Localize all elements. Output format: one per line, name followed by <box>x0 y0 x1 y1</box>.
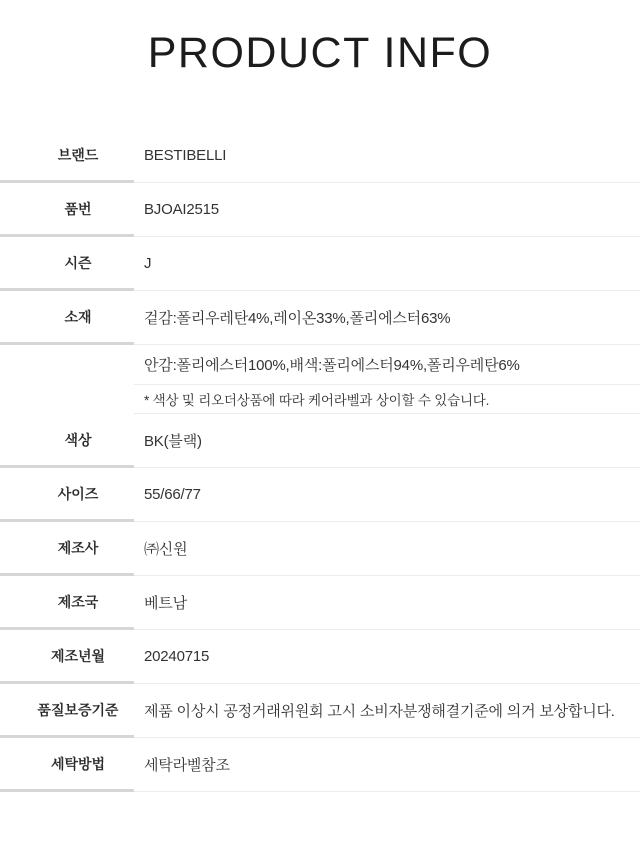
table-row <box>0 522 640 576</box>
row-label-spacer <box>0 385 134 414</box>
table-row <box>0 291 640 345</box>
page-title: PRODUCT INFO <box>147 29 493 77</box>
row-value: 안감:폴리에스터100%,배색:폴리에스터94%,폴리우레탄6% <box>134 345 640 385</box>
row-label: 제조사 <box>0 522 134 576</box>
product-info-table <box>0 129 640 792</box>
table-row <box>0 414 640 468</box>
table-row <box>0 385 640 414</box>
product-info-page <box>0 30 640 849</box>
row-label: 품질보증기준 <box>0 684 134 738</box>
table-row <box>0 129 640 183</box>
row-value: BESTIBELLI <box>134 129 640 183</box>
row-value: BK(블랙) <box>134 414 640 468</box>
row-label-spacer <box>0 345 134 385</box>
row-value: 겉감:폴리우레탄4%,레이온33%,폴리에스터63% <box>134 291 640 345</box>
table-row <box>0 237 640 291</box>
table-row <box>0 576 640 630</box>
table-row <box>0 630 640 684</box>
table-row <box>0 738 640 792</box>
row-value: J <box>134 237 640 291</box>
table-row <box>0 684 640 738</box>
table-row <box>0 345 640 385</box>
row-value: 베트남 <box>134 576 640 630</box>
table-row <box>0 183 640 237</box>
row-value: 20240715 <box>134 630 640 684</box>
row-label: 시즌 <box>0 237 134 291</box>
row-label: 제조국 <box>0 576 134 630</box>
row-value-note: * 색상 및 리오더상품에 따라 케어라벨과 상이할 수 있습니다. <box>134 385 640 414</box>
row-value: 55/66/77 <box>134 468 640 522</box>
row-label: 사이즈 <box>0 468 134 522</box>
row-value: 제품 이상시 공정거래위원회 고시 소비자분쟁해결기준에 의거 보상합니다. <box>134 684 640 738</box>
table-row <box>0 468 640 522</box>
row-label: 제조년월 <box>0 630 134 684</box>
row-label: 품번 <box>0 183 134 237</box>
row-label: 소재 <box>0 291 134 345</box>
row-label: 브랜드 <box>0 129 134 183</box>
row-label: 색상 <box>0 414 134 468</box>
row-value: 세탁라벨참조 <box>134 738 640 792</box>
row-value: ㈜신원 <box>134 522 640 576</box>
row-label: 세탁방법 <box>0 738 134 792</box>
row-value: BJOAI2515 <box>134 183 640 237</box>
